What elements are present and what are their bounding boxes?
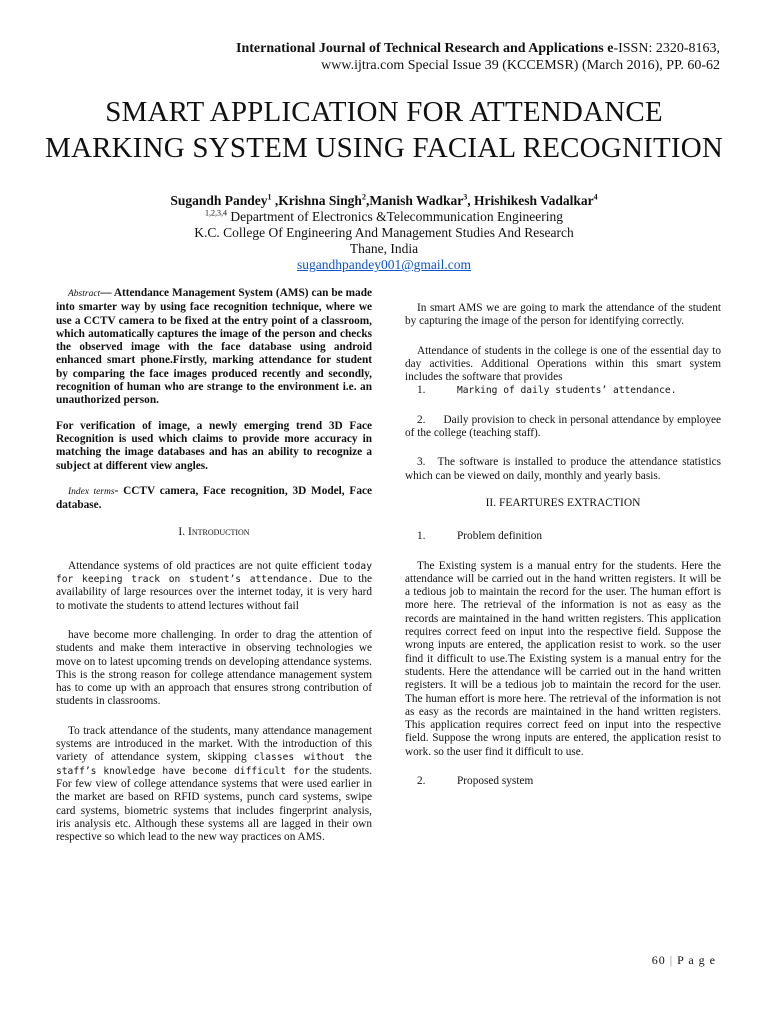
right-column <box>405 302 721 788</box>
index-terms-label: Index terms <box>68 486 115 497</box>
author-1-sup: 1 <box>267 192 272 202</box>
issn: -ISSN: 2320-8163, <box>613 41 720 56</box>
index-terms-text: - CCTV camera, Face recognition, 3D Model, Face database. <box>56 484 372 512</box>
intro-p3-c: the students. For few view of college attendance systems that were used earlier in the market are based on RFID systems, punch card systems, swipe card systems, biometric systems that includes fingerprint analysis, iris analysis etc. Although these systems all are lagged in their own respective so which lead to the new way practices on AMS. <box>56 764 372 844</box>
subsection-title: Proposed system <box>457 775 534 788</box>
intro-p1-b: today for keeping track on student’s attendance. <box>56 560 372 586</box>
right-paragraph-2: Attendance of students in the college is one of the essential day to day activities. Additional Operations within this smart system includes the software that provides <box>405 344 721 384</box>
department-line <box>40 209 728 225</box>
list-item-number: 3. <box>417 456 426 469</box>
intro-paragraph-3 <box>56 725 372 845</box>
intro-p1-a: Attendance systems of old practices are not quite efficient <box>68 559 344 572</box>
footer-separator: | <box>665 953 678 967</box>
abstract <box>56 287 372 408</box>
intro-p3-b: classes without the staff’s knowledge have become difficult for <box>56 752 372 777</box>
subsection-heading <box>405 530 721 543</box>
problem-definition-paragraph: The Existing system is a manual entry for the students. Here the attendance will be carried out in the hand written registers. It will be a tedious job to maintain the record for the user. The human effort is more here. The retrieval of the information is not as easy as the records are maintained in the hand written registers. This application requires correct feed on input into the respective field. Suppose the wrong inputs are entered, the application resist to work. so the user find it difficult to use.The Existing system is a manual entry for the students. Here the attendance will be carried out in the hand written registers. It will be a tedious job to maintain the record for the user. The human effort is more here. The retrieval of the information is not as easy as the records are maintained in the hand written registers. This application requires correct feed on input into the respective field. Suppose the wrong inputs are entered, the application resist to work. so the user find it difficult to use. <box>405 559 721 758</box>
journal-header <box>100 40 720 74</box>
paper-title: SMART APPLICATION FOR ATTENDANCE MARKING SYSTEM USING FACIAL RECOGNITION <box>44 96 724 164</box>
index-terms <box>56 485 372 513</box>
section-heading-introduction <box>56 526 372 539</box>
abstract-paragraph-2 <box>56 420 372 473</box>
department: Department of Electronics &Telecommunication Engineering <box>226 209 564 224</box>
subsection-number: 2. <box>417 775 426 788</box>
intro-paragraph-1 <box>56 560 372 613</box>
author-3-sup: 3 <box>463 192 468 202</box>
author-2: ,Krishna Singh <box>271 193 362 208</box>
city: Thane, India <box>349 241 419 256</box>
page-number: 60 <box>651 953 666 967</box>
list-item <box>405 456 721 483</box>
abstract-label: Abstract <box>68 289 101 299</box>
list-item-text: The software is installed to produce the attendance statistics which can be viewed on daily, monthly and yearly basis. <box>405 456 721 482</box>
subsection-number: 1. <box>417 530 426 543</box>
author-2-sup: 2 <box>361 192 366 202</box>
abstract-text: — Attendance Management System (AMS) can be made into smarter way by using face recognition technique, where we use a CCTV camera to be fixed at the entry point of a classroom, which automatically captures the image of the person and checks the observed image with the face database using android enhanced smart phone.Firstly, marking attendance for student by comparing the face images produced recently and secondly, recognition of human who are strange to the environment i.e. an unauthorized person. <box>56 287 372 407</box>
list-item-text: Daily provision to check in personal attendance by employee of the college (teaching staff). <box>405 413 721 440</box>
abstract-p2-text: For verification of image, a newly emerging trend 3D Face Recognition is used which claims to provide more accuracy in matching the image databases and has an ability to recognize a subject at different view angles. <box>56 419 372 472</box>
affiliation-sup: 1,2,3,4 <box>204 208 227 218</box>
list-item-number: 1. <box>417 384 426 397</box>
section-1-number: I. <box>178 526 188 539</box>
author-1: Sugandh Pandey <box>170 193 268 208</box>
journal-name: International Journal of Technical Research and Applications e <box>236 41 614 56</box>
left-column <box>56 287 372 844</box>
affiliation <box>40 209 728 273</box>
list-item <box>405 384 721 397</box>
journal-line-1 <box>100 40 720 57</box>
email-link[interactable]: sugandhpandey001@gmail.com <box>296 257 472 272</box>
subsection-heading <box>405 775 721 788</box>
authors <box>40 193 728 209</box>
college: K.C. College Of Engineering And Management Studies And Research <box>194 225 574 240</box>
list-item <box>405 414 721 441</box>
journal-line-2: www.ijtra.com Special Issue 39 (KCCEMSR) (March 2016), PP. 60-62 <box>321 58 720 73</box>
intro-p3-a: To track attendance of the students, many attendance management systems are introduced in the market. With the introduction of this variety of attendance system, skipping <box>56 724 372 764</box>
author-4-sup: 4 <box>593 192 598 202</box>
section-1-title: Introduction <box>187 526 250 539</box>
list-item-number: 2. <box>417 413 426 426</box>
intro-p1-c: Due to the availability of large resources over the internet today, it is very hard to motivate the students to attend lectures without fail <box>56 573 372 612</box>
right-paragraph-1: In smart AMS we are going to mark the attendance of the student by capturing the image of the person for identifying correctly. <box>405 302 721 328</box>
author-3: ,Manish Wadkar <box>365 193 464 208</box>
subsection-title: Problem definition <box>457 530 543 543</box>
list-item-text: Marking of daily students’ attendance. <box>457 385 677 397</box>
page-footer <box>652 953 716 968</box>
section-heading-features: II. FEARTURES EXTRACTION <box>485 496 641 509</box>
page-label: P a g e <box>677 953 716 967</box>
intro-paragraph-2: have become more challenging. In order to drag the attention of students and make them interactive in observing technologies we move on to latest upcoming trends on developing attendance systems. This is the strong reason for college attendance management system has to come up with an approach that ensures strong contribution of students in classrooms. <box>56 628 372 708</box>
author-4: , Hrishikesh Vadalkar <box>467 193 594 208</box>
